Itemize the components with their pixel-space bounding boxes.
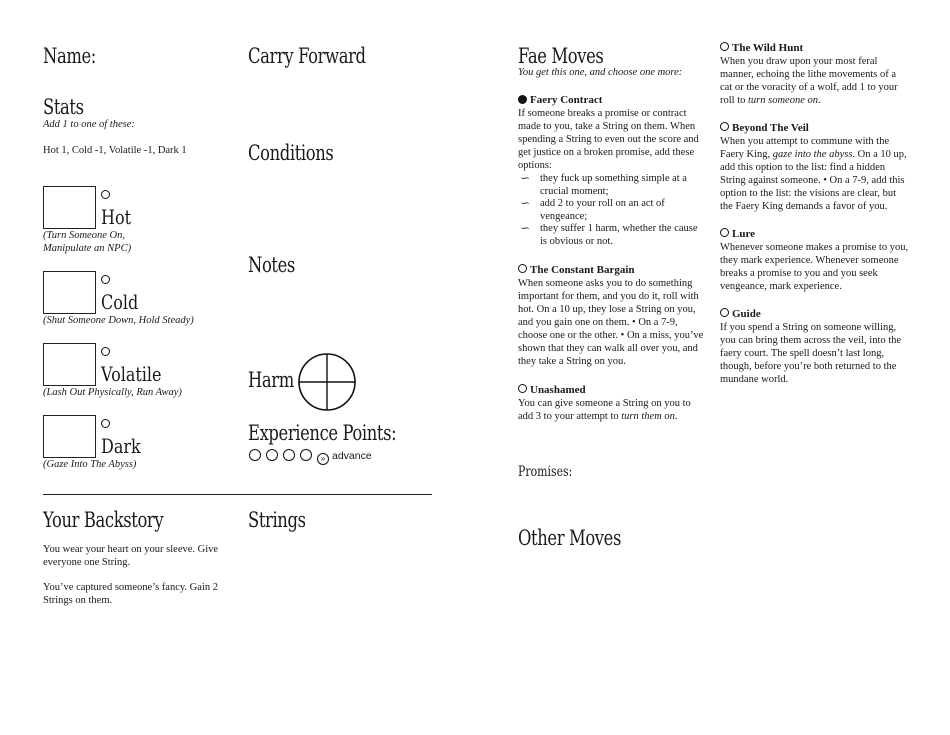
name-label: Name: bbox=[43, 44, 96, 68]
hot-stat-box[interactable] bbox=[43, 186, 96, 229]
advance-label: advance bbox=[332, 450, 372, 462]
hot-highlight-checkbox[interactable] bbox=[101, 190, 110, 199]
stats-heading: Stats bbox=[43, 95, 84, 119]
fae-moves-subtitle: You get this one, and choose one more: bbox=[518, 67, 683, 78]
volatile-stat-moves: (Lash Out Physically, Run Away) bbox=[43, 387, 182, 398]
cold-stat-box[interactable] bbox=[43, 271, 96, 314]
strings-heading: Strings bbox=[248, 508, 306, 532]
contract-option: ∽ add 2 to your roll on an act of vengeance; bbox=[518, 198, 706, 223]
backstory-line-1: You wear your heart on your sleeve. Give everyone one String. bbox=[43, 544, 219, 568]
backstory-line-2: You’ve captured someone’s fancy. Gain 2 Strings on them. bbox=[43, 582, 218, 606]
xp-track bbox=[249, 449, 372, 465]
fae-moves-heading: Fae Moves bbox=[518, 44, 604, 68]
contract-option: ∽ they suffer 1 harm, whether the cause is obvious or not. bbox=[518, 223, 706, 248]
moves-column-a bbox=[518, 93, 706, 423]
cold-highlight-checkbox[interactable] bbox=[101, 275, 110, 284]
hot-stat-moves: (Turn Someone On, Manipulate an NPC) bbox=[43, 230, 132, 254]
contract-option: ∽ they fuck up something simple at a crucial moment; bbox=[518, 173, 706, 198]
section-divider bbox=[43, 494, 432, 495]
move-checkbox[interactable] bbox=[518, 384, 527, 393]
conditions-heading: Conditions bbox=[248, 141, 334, 165]
volatile-stat-name: Volatile bbox=[101, 362, 162, 386]
move-constant-bargain: The Constant Bargain bbox=[518, 263, 706, 277]
move-body: If you spend a String on someone willing, you can bring them across the veil, into the faery court. The spell doesn’t last long, though, before you’re both returned to the mundane world. bbox=[720, 322, 902, 385]
move-checkbox[interactable] bbox=[518, 264, 527, 273]
xp-checkbox-4[interactable] bbox=[300, 449, 312, 461]
moves-column-b bbox=[720, 41, 910, 386]
xp-checkbox-3[interactable] bbox=[283, 449, 295, 461]
stats-instruction: Add 1 to one of these: bbox=[43, 119, 135, 130]
backstory-heading: Your Backstory bbox=[43, 508, 164, 532]
cold-stat-moves: (Shut Someone Down, Hold Steady) bbox=[43, 315, 194, 326]
move-lure: Lure bbox=[720, 227, 910, 241]
move-body: Whenever someone makes a promise to you, they mark experience. Whenever someone breaks a promise to you and you seek vengeance, mark experience. bbox=[720, 242, 909, 292]
dark-stat-moves: (Gaze Into The Abyss) bbox=[43, 459, 137, 470]
move-body: When you draw upon your most feral manner, echoing the lithe movements of a cat or the voracity of a wolf, add 1 to your roll to turn someone on. bbox=[720, 56, 898, 106]
carry-forward-heading: Carry Forward bbox=[248, 44, 366, 68]
move-checkbox[interactable] bbox=[720, 228, 729, 237]
cold-stat-name: Cold bbox=[101, 290, 139, 314]
move-checkbox[interactable] bbox=[720, 122, 729, 131]
move-taken-checkbox[interactable] bbox=[518, 95, 527, 104]
move-body: When you attempt to commune with the Faery King, gaze into the abyss. On a 10 up, add this option to the list: find a hidden String against someone. • On a 7-9, add this option to the list: the visions are clear, but the Faery King demands a favor of you. bbox=[720, 136, 907, 212]
harm-heading: Harm bbox=[248, 368, 294, 392]
xp-heading: Experience Points: bbox=[248, 421, 397, 445]
move-body: You can give someone a String on you to add 3 to your attempt to turn them on. bbox=[518, 398, 691, 422]
hot-stat-name: Hot bbox=[101, 205, 132, 229]
notes-heading: Notes bbox=[248, 253, 295, 277]
move-checkbox[interactable] bbox=[720, 308, 729, 317]
volatile-highlight-checkbox[interactable] bbox=[101, 347, 110, 356]
dark-highlight-checkbox[interactable] bbox=[101, 419, 110, 428]
dark-stat-box[interactable] bbox=[43, 415, 96, 458]
other-moves-heading: Other Moves bbox=[518, 526, 621, 550]
move-guide: Guide bbox=[720, 307, 910, 321]
move-wild-hunt: The Wild Hunt bbox=[720, 41, 910, 55]
volatile-stat-box[interactable] bbox=[43, 343, 96, 386]
move-beyond-veil: Beyond The Veil bbox=[720, 121, 910, 135]
advance-checkbox-icon[interactable]: » bbox=[317, 453, 329, 465]
promises-label: Promises: bbox=[518, 464, 573, 480]
move-faery-contract: Faery Contract bbox=[518, 93, 706, 107]
move-unashamed: Unashamed bbox=[518, 383, 706, 397]
move-body: If someone breaks a promise or contract made to you, take a String on them. When spending a String to even out the score and get justice on a broken promise, add these options: bbox=[518, 108, 699, 171]
harm-clock[interactable] bbox=[297, 352, 357, 412]
move-checkbox[interactable] bbox=[720, 42, 729, 51]
stats-values: Hot 1, Cold -1, Volatile -1, Dark 1 bbox=[43, 145, 187, 156]
xp-checkbox-1[interactable] bbox=[249, 449, 261, 461]
move-body: When someone asks you to do something important for them, and you do it, roll with hot. On a 10 up, they lose a String on you, and you gain one on them. • On a 7-9, choose one or the other. • On a miss, you’ve shown that they can walk all over you, and they take a String on you. bbox=[518, 278, 704, 367]
dark-stat-name: Dark bbox=[101, 434, 141, 458]
xp-checkbox-2[interactable] bbox=[266, 449, 278, 461]
